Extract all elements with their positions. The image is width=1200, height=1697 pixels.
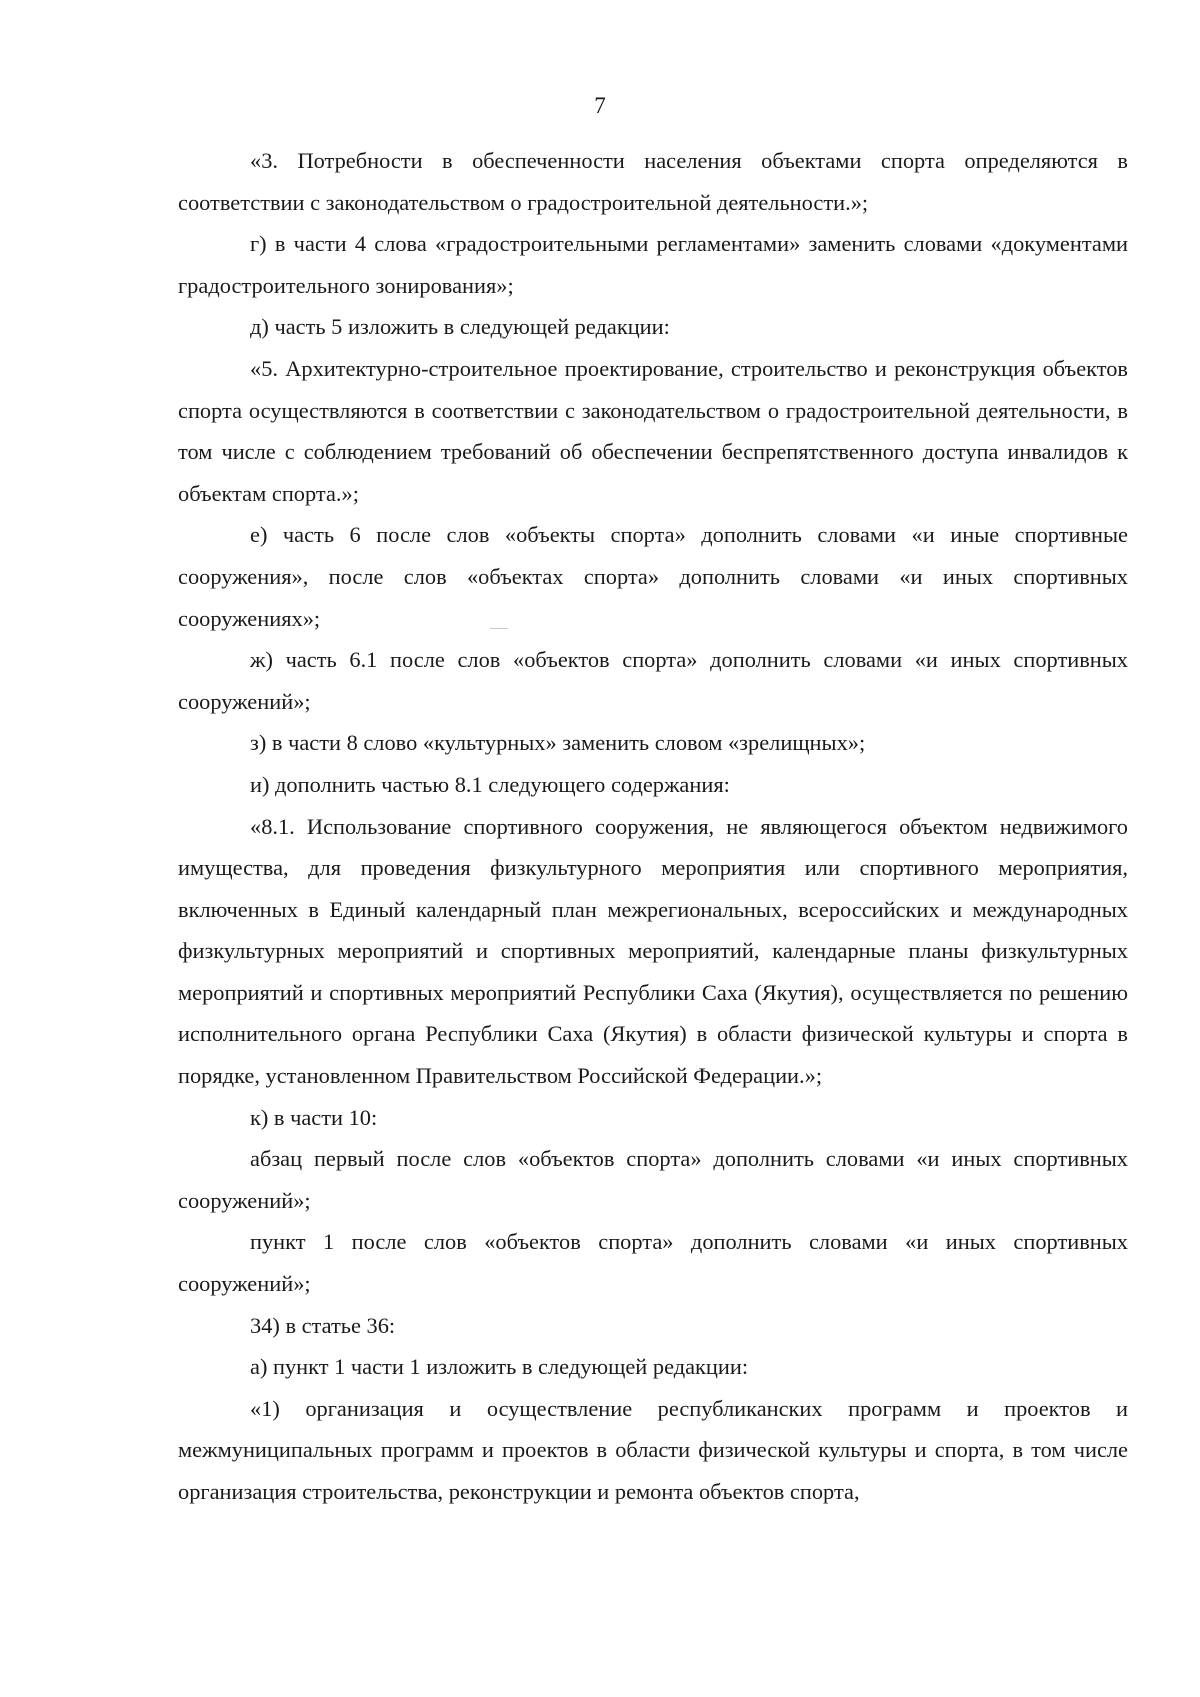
paragraph-z: з) в части 8 слово «культурных» заменить словом «зрелищных»; bbox=[250, 730, 866, 756]
paragraph-g: г) в части 4 слова «градостроительными регламентами» заменить словами «документами градостроительного зонирования»; bbox=[178, 231, 1128, 298]
paragraph-1-organizatsiya: «1) организация и осуществление республиканских программ и проектов и межмуниципальных программ и проектов в области физической культуры и спорта, в том числе организация строительства, реконструкции и ремонта объектов спорта, bbox=[178, 1395, 1128, 1504]
paragraph-k: к) в части 10: bbox=[250, 1104, 378, 1130]
paragraph-d: д) часть 5 изложить в следующей редакции: bbox=[250, 314, 670, 340]
paragraph-5-arkhitekturno: «5. Архитектурно-строительное проектирование, строительство и реконструкция объектов спорта осуществляются в соответствии с законодательством о градостроительной деятельности, в том числе с соблюдением требований об обеспечении беспрепятственного доступа инвалидов к объектам спорта.»; bbox=[178, 355, 1128, 506]
paragraph-potrebnosti: «3. Потребности в обеспеченности населения объектами спорта определяются в соответствии с законодательством о градостроительной деятельности.»; bbox=[178, 148, 1128, 215]
document-body bbox=[178, 140, 1128, 1513]
paragraph-a: а) пункт 1 части 1 изложить в следующей редакции: bbox=[250, 1354, 749, 1380]
paragraph-abzats-pervyi: абзац первый после слов «объектов спорта» дополнить словами «и иных спортивных сооружений»; bbox=[178, 1146, 1128, 1213]
paragraph-8-1: «8.1. Использование спортивного сооружения, не являющегося объектом недвижимого имущества, для проведения физкультурного мероприятия или спортивного мероприятия, включенных в Единый календарный план межрегиональных, всероссийских и международных физкультурных мероприятий и спортивных мероприятий, календарные планы физкультурных мероприятий и спортивных мероприятий Республики Саха (Якутия), осуществляется по решению исполнительного органа Республики Саха (Якутия) в области физической культуры и спорта в порядке, установленном Правительством Российской Федерации.»; bbox=[178, 813, 1128, 1089]
paragraph-i: и) дополнить частью 8.1 следующего содержания: bbox=[250, 771, 730, 797]
paragraph-e: е) часть 6 после слов «объекты спорта» дополнить словами «и иные спортивные сооружения», после слов «объектах спорта» дополнить словами «и иных спортивных сооружениях»; bbox=[178, 522, 1128, 631]
paragraph-34: 34) в статье 36: bbox=[250, 1312, 396, 1338]
paragraph-punkt-1: пункт 1 после слов «объектов спорта» дополнить словами «и иных спортивных сооружений»; bbox=[178, 1229, 1128, 1297]
page-number: 7 bbox=[594, 93, 606, 118]
paragraph-zh: ж) часть 6.1 после слов «объектов спорта» дополнить словами «и иных спортивных сооружений»; bbox=[178, 647, 1128, 714]
